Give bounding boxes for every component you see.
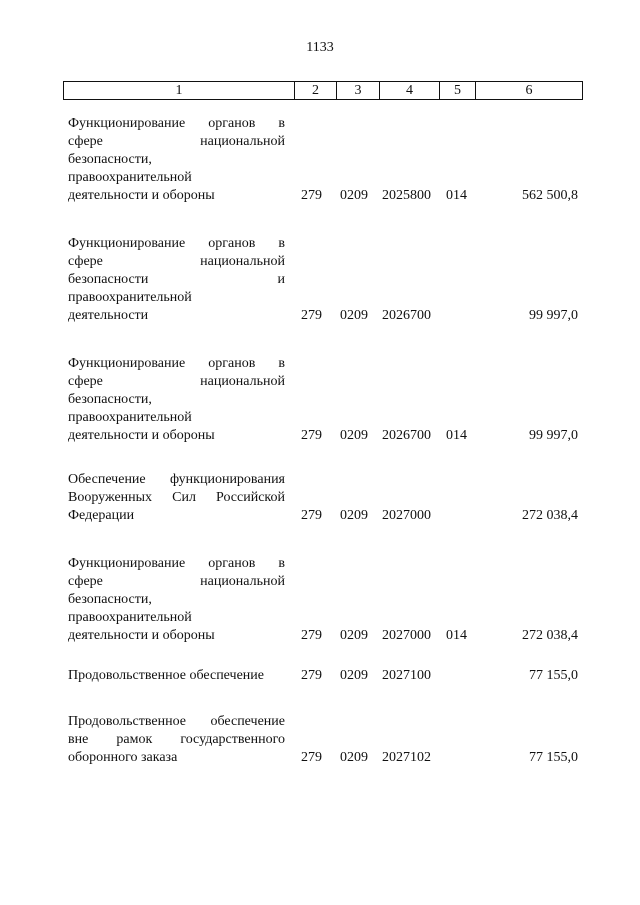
- description-line: деятельности: [68, 308, 149, 323]
- description-line: деятельности и обороны: [68, 188, 215, 203]
- section-code: 0209: [340, 750, 368, 765]
- description-line: правоохранительной: [68, 610, 192, 625]
- description-line: оборонного заказа: [68, 750, 178, 765]
- section-code: 0209: [340, 308, 368, 323]
- expense-type: 014: [446, 428, 467, 443]
- amount: 272 038,4: [522, 508, 578, 523]
- description-line: безопасности,: [68, 592, 152, 607]
- admin-code: 279: [301, 628, 322, 643]
- description-line: безопасности,: [68, 152, 152, 167]
- row-description: [68, 713, 285, 767]
- description-line: сфере национальной: [68, 134, 285, 149]
- section-code: 0209: [340, 668, 368, 683]
- header-cell-2: 2: [294, 82, 336, 99]
- header-cell-4: 4: [379, 82, 439, 99]
- target-article: 2027000: [382, 628, 431, 643]
- header-cell-1: 1: [175, 83, 183, 98]
- description-line: правоохранительной: [68, 170, 192, 185]
- description-line: Продовольственное обеспечение: [68, 668, 264, 683]
- admin-code: 279: [301, 428, 322, 443]
- amount: 99 997,0: [529, 428, 578, 443]
- description-line: безопасности и: [68, 272, 285, 287]
- description-line: деятельности и обороны: [68, 628, 215, 643]
- header-cell-6: 6: [475, 82, 582, 99]
- description-line: Функционирование органов в: [68, 236, 285, 251]
- description-line: Функционирование органов в: [68, 116, 285, 131]
- target-article: 2026700: [382, 428, 431, 443]
- header-cell-5: 5: [439, 82, 475, 99]
- description-line: сфере национальной: [68, 374, 285, 389]
- description-line: Федерации: [68, 508, 135, 523]
- expense-type: 014: [446, 188, 467, 203]
- description-line: Функционирование органов в: [68, 356, 285, 371]
- amount: 99 997,0: [529, 308, 578, 323]
- description-line: сфере национальной: [68, 574, 285, 589]
- description-line: сфере национальной: [68, 254, 285, 269]
- section-code: 0209: [340, 428, 368, 443]
- target-article: 2027000: [382, 508, 431, 523]
- admin-code: 279: [301, 308, 322, 323]
- section-code: 0209: [340, 628, 368, 643]
- target-article: 2027100: [382, 668, 431, 683]
- description-line: вне рамок государственного: [68, 732, 285, 747]
- description-line: Вооруженных Сил Российской: [68, 490, 285, 505]
- amount: 77 155,0: [529, 668, 578, 683]
- admin-code: 279: [301, 668, 322, 683]
- admin-code: 279: [301, 508, 322, 523]
- header-cell-3: 3: [336, 82, 379, 99]
- target-article: 2026700: [382, 308, 431, 323]
- target-article: 2025800: [382, 188, 431, 203]
- page-number: 1133: [306, 40, 334, 55]
- target-article: 2027102: [382, 750, 431, 765]
- description-line: правоохранительной: [68, 290, 192, 305]
- description-line: Обеспечение функционирования: [68, 472, 285, 487]
- description-line: безопасности,: [68, 392, 152, 407]
- description-line: деятельности и обороны: [68, 428, 215, 443]
- description-line: Функционирование органов в: [68, 556, 285, 571]
- amount: 272 038,4: [522, 628, 578, 643]
- description-line: Продовольственное обеспечение: [68, 714, 285, 729]
- description-line: правоохранительной: [68, 410, 192, 425]
- admin-code: 279: [301, 750, 322, 765]
- amount: 77 155,0: [529, 750, 578, 765]
- section-code: 0209: [340, 508, 368, 523]
- expense-type: 014: [446, 628, 467, 643]
- section-code: 0209: [340, 188, 368, 203]
- amount: 562 500,8: [522, 188, 578, 203]
- admin-code: 279: [301, 188, 322, 203]
